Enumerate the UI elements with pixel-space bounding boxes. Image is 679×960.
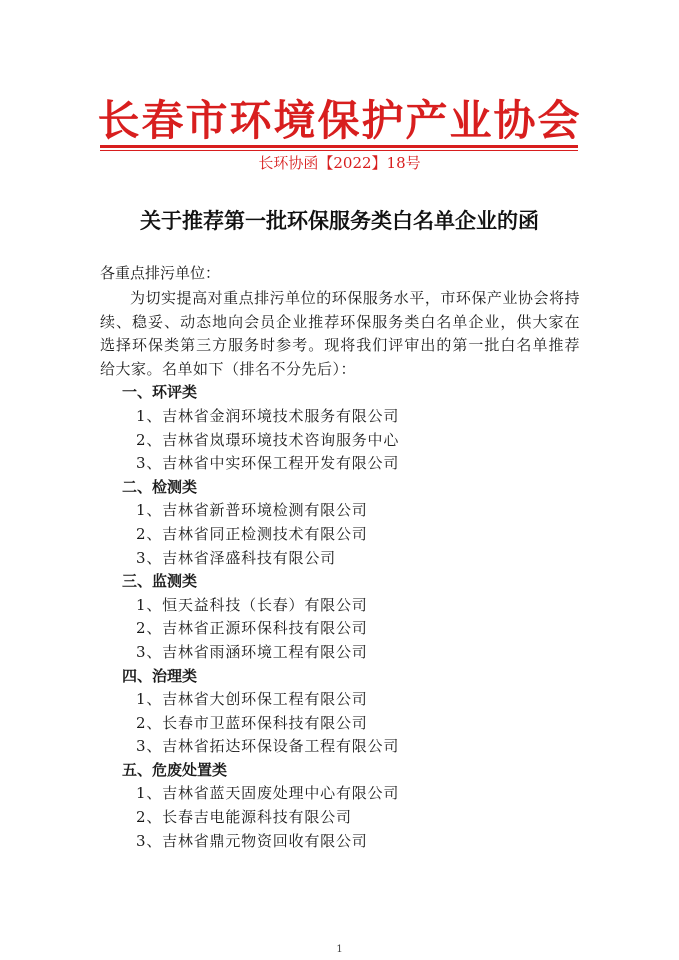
- company-list-item: 1、吉林省蓝天固废处理中心有限公司: [136, 784, 400, 803]
- org-name-heading: 长春市环境保护产业协会: [97, 96, 582, 145]
- category-heading: 五、危废处置类: [122, 760, 228, 779]
- company-list-item: 1、恒天益科技（长春）有限公司: [136, 595, 368, 614]
- company-list-item: 2、长春市卫蓝环保科技有限公司: [136, 713, 368, 732]
- company-list-item: 3、吉林省拓达环保设备工程有限公司: [136, 737, 400, 756]
- intro-paragraph: 为切实提高对重点排污单位的环保服务水平，市环保产业协会将持续、稳妥、动态地向会员企业推荐环保服务类白名单企业，供大家在选择环保类第三方服务时参考。现将我们评审出的第一批白名单推荐给大家。名单如下（排名不分先后）：: [100, 289, 580, 378]
- company-list-item: 1、吉林省大创环保工程有限公司: [136, 690, 368, 709]
- company-list-item: 3、吉林省泽盛科技有限公司: [136, 548, 336, 567]
- letterhead-rule-thin: [100, 150, 578, 151]
- company-list-item: 2、吉林省正源环保科技有限公司: [136, 619, 368, 638]
- letter-body: [100, 262, 580, 853]
- salutation: 各重点排污单位：: [100, 264, 221, 282]
- category-heading: 二、检测类: [122, 477, 198, 496]
- document-number: 长环协函【2022】18号: [258, 154, 421, 172]
- company-list-item: 3、吉林省雨涵环境工程有限公司: [136, 642, 368, 661]
- company-list-item: 3、吉林省中实环保工程开发有限公司: [136, 454, 400, 473]
- letter-title: 关于推荐第一批环保服务类白名单企业的函: [140, 208, 539, 233]
- company-list-item: 1、吉林省新普环境检测有限公司: [136, 501, 368, 520]
- company-list-item: 3、吉林省鼎元物资回收有限公司: [136, 831, 368, 850]
- company-list-item: 2、吉林省同正检测技术有限公司: [136, 524, 368, 543]
- category-heading: 一、环评类: [122, 383, 198, 402]
- company-list-item: 2、吉林省岚璟环境技术咨询服务中心: [136, 430, 400, 449]
- category-heading: 三、监测类: [122, 572, 198, 591]
- page-number: 1: [336, 944, 343, 955]
- letterhead-rule-thick: [100, 145, 578, 148]
- company-list-item: 2、长春吉电能源科技有限公司: [136, 808, 352, 827]
- category-heading: 四、治理类: [122, 666, 198, 685]
- company-list-item: 1、吉林省金润环境技术服务有限公司: [136, 406, 400, 425]
